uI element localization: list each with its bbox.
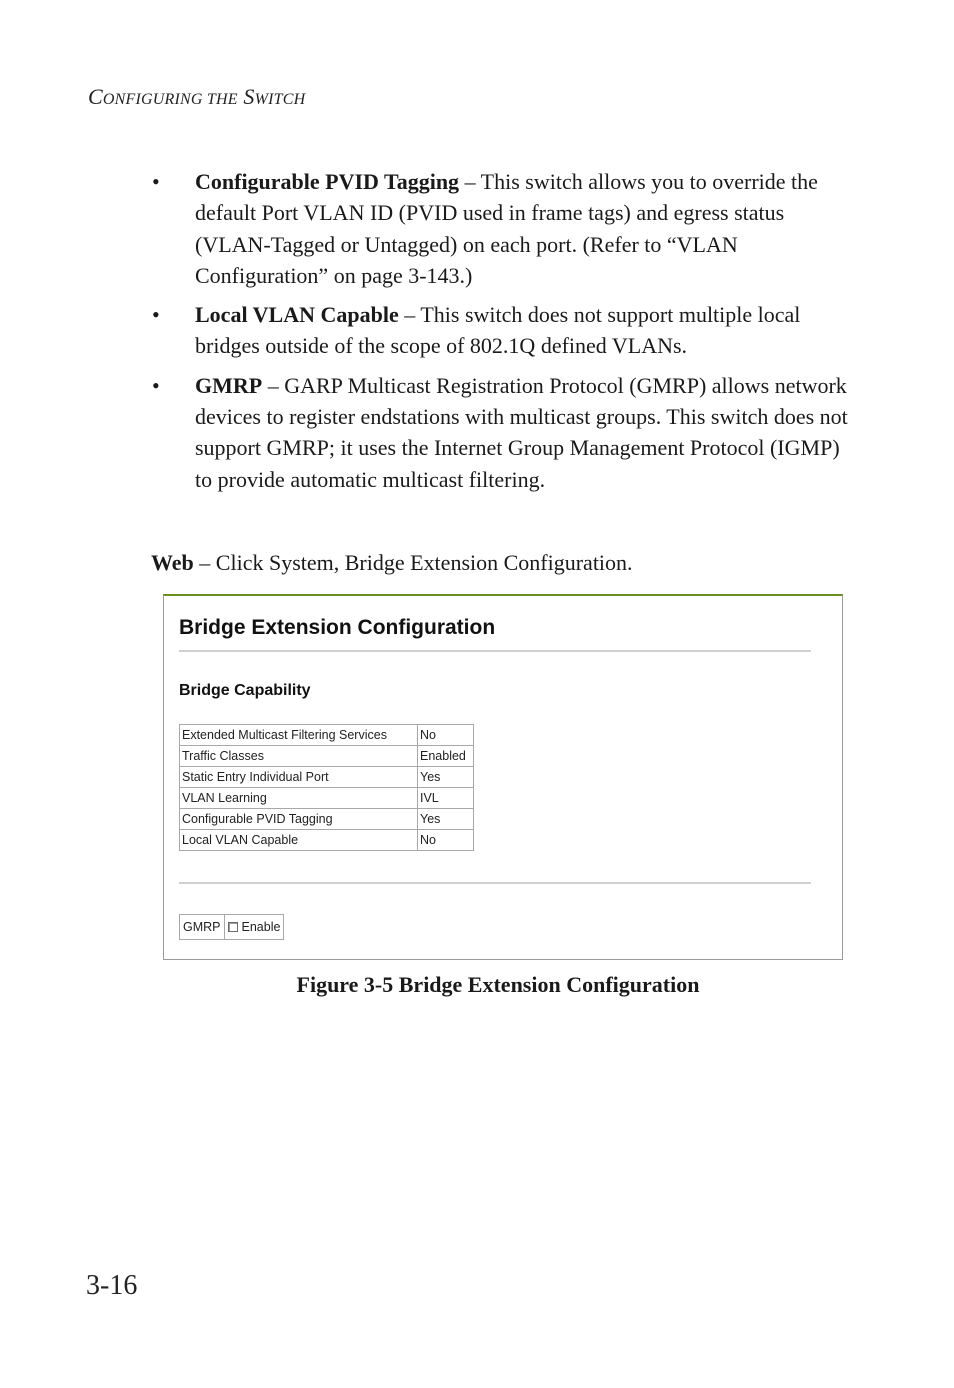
bullet-text: – This switch allows you to override the default Port VLAN ID (PVID used in frame tags) and egress status (VLAN-Tagged or Untagged) on each port. (Refer to “VLAN Configuration” on page 3-143.) bbox=[195, 169, 818, 288]
table-row bbox=[180, 767, 474, 788]
table-row bbox=[180, 830, 474, 851]
table-row bbox=[180, 746, 474, 767]
running-head-rest2: WITCH bbox=[254, 91, 306, 108]
bullet-term: Configurable PVID Tagging bbox=[195, 169, 460, 194]
capability-value: IVL bbox=[418, 788, 474, 809]
bullet-term: Local VLAN Capable bbox=[195, 302, 399, 328]
divider bbox=[179, 650, 811, 652]
web-text: – Click System, Bridge Extension Configuration. bbox=[193, 550, 633, 575]
list-item bbox=[150, 166, 850, 291]
running-head-cap1: C bbox=[88, 84, 103, 109]
list-item bbox=[150, 299, 850, 362]
capability-value: No bbox=[418, 725, 474, 746]
bullet-icon: • bbox=[152, 169, 160, 194]
table-row bbox=[180, 809, 474, 830]
screenshot-subtitle: Bridge Capability bbox=[179, 682, 311, 699]
capability-label: Traffic Classes bbox=[180, 746, 418, 767]
bullet-icon: • bbox=[152, 372, 160, 398]
bridge-capability-table bbox=[179, 724, 474, 851]
capability-value: Yes bbox=[418, 809, 474, 830]
figure-caption: Figure 3-5 Bridge Extension Configuration bbox=[296, 972, 700, 997]
web-instruction bbox=[151, 547, 633, 578]
page-number: 3-16 bbox=[86, 1270, 138, 1301]
capability-value: No bbox=[418, 830, 474, 851]
bullet-text: – GARP Multicast Registration Protocol (GMRP) allows network devices to register endstations with multicast groups. This switch does not support GMRP; it uses the Internet Group Management Protocol (IGMP) to provide automatic multicast filtering. bbox=[195, 372, 848, 492]
capability-label: Configurable PVID Tagging bbox=[180, 809, 418, 830]
bullet-text: – This switch does not support multiple local bridges outside of the scope of 802.1Q defined VLANs. bbox=[195, 302, 801, 359]
capability-value: Yes bbox=[418, 767, 474, 788]
table-row bbox=[180, 725, 474, 746]
running-head-rest1: ONFIGURING THE bbox=[102, 91, 238, 108]
web-term: Web bbox=[151, 550, 194, 575]
capability-value: Enabled bbox=[418, 746, 474, 767]
running-head bbox=[88, 84, 305, 110]
feature-list bbox=[150, 166, 850, 503]
gmrp-enable-control[interactable] bbox=[225, 915, 284, 939]
screenshot-title: Bridge Extension Configuration bbox=[179, 616, 496, 639]
table-row bbox=[180, 788, 474, 809]
list-item bbox=[150, 370, 850, 495]
gmrp-enable-label: Enable bbox=[241, 920, 281, 934]
gmrp-enable-checkbox[interactable] bbox=[228, 922, 238, 932]
divider bbox=[179, 882, 811, 884]
capability-label: Static Entry Individual Port bbox=[180, 767, 418, 788]
capability-label: Extended Multicast Filtering Services bbox=[180, 725, 418, 746]
capability-label: VLAN Learning bbox=[180, 788, 418, 809]
bullet-icon: • bbox=[152, 302, 160, 328]
gmrp-label: GMRP bbox=[180, 915, 225, 939]
running-head-cap2: S bbox=[243, 84, 255, 109]
bridge-extension-screenshot bbox=[163, 594, 843, 960]
bullet-term: GMRP bbox=[195, 372, 263, 398]
gmrp-setting bbox=[179, 914, 284, 940]
capability-label: Local VLAN Capable bbox=[180, 830, 418, 851]
